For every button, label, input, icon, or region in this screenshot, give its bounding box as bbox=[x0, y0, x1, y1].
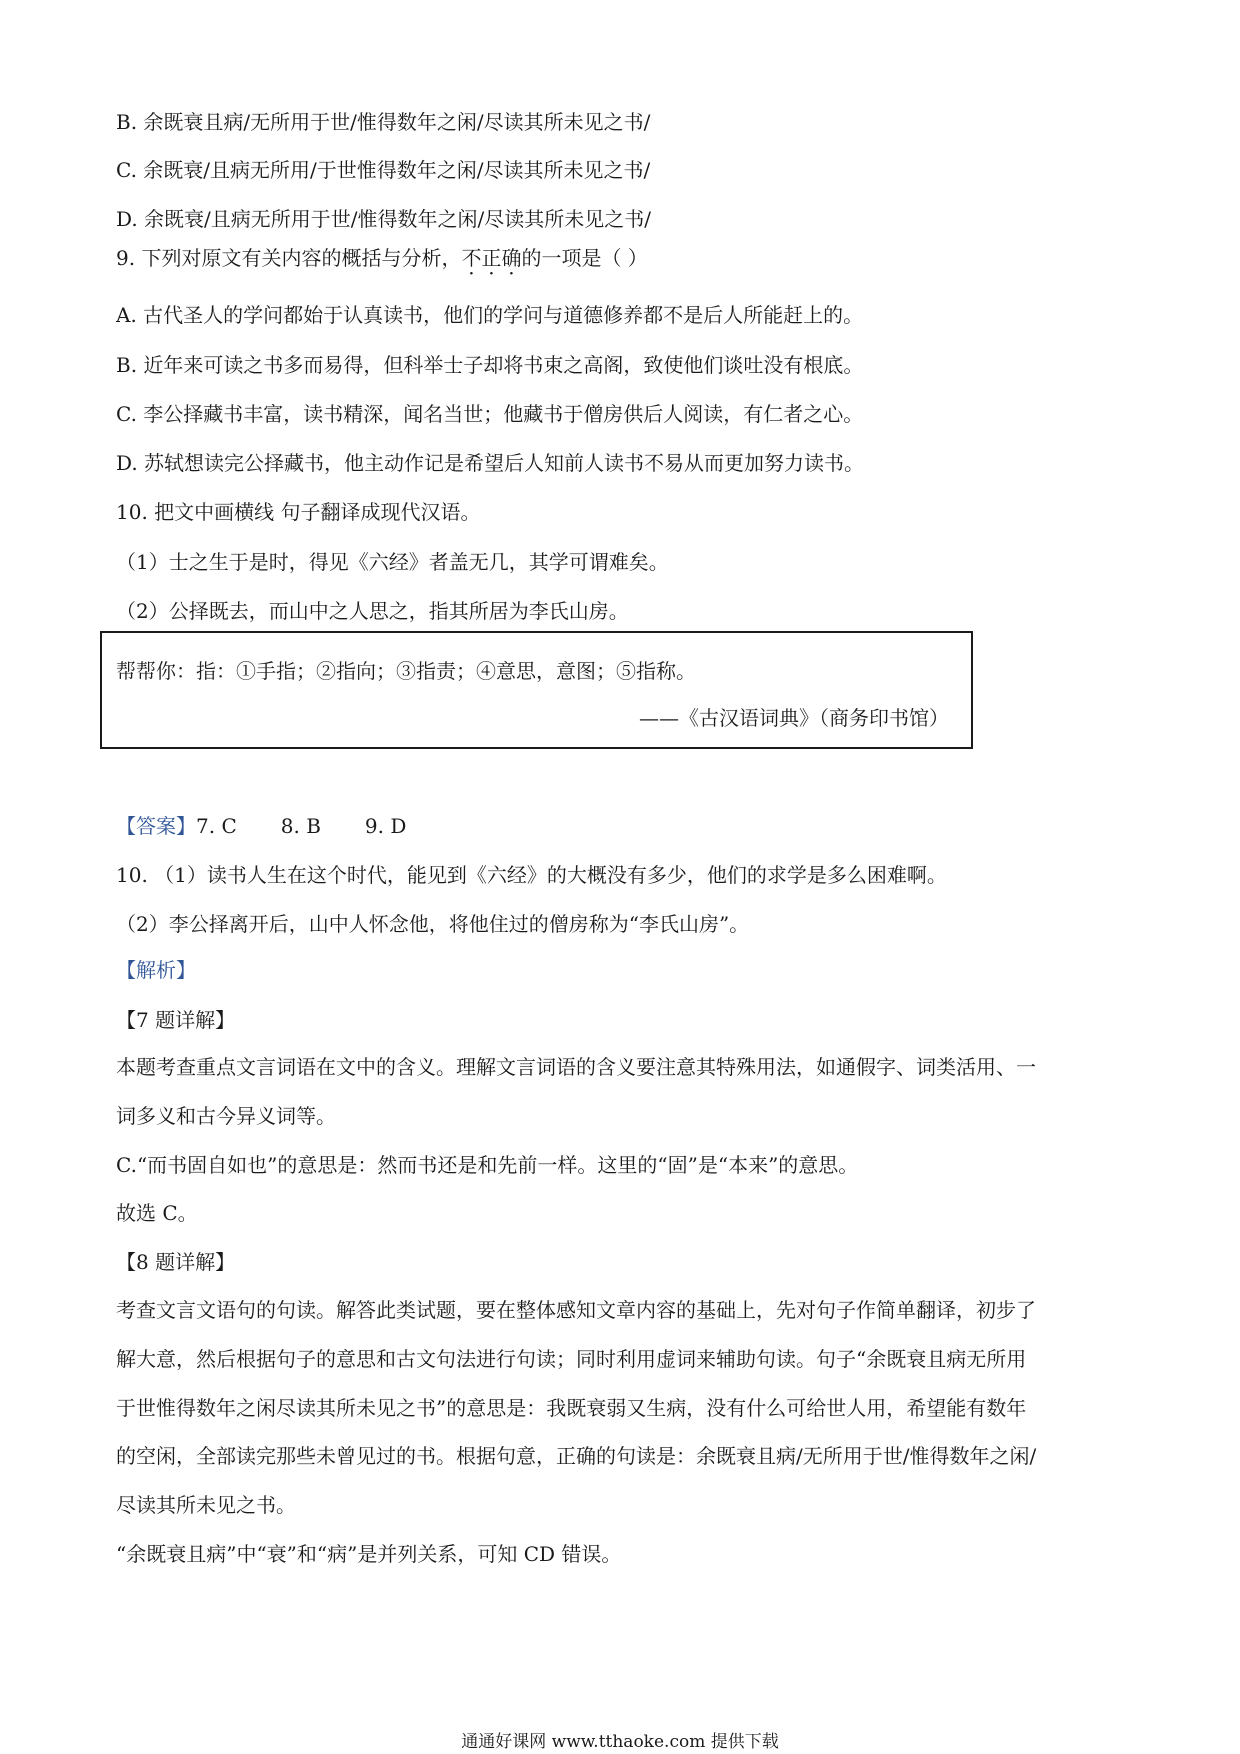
emph-char: 正 bbox=[481, 246, 502, 270]
analysis-paragraph: 考查文言文语句的句读。解答此类试题，要在整体感知文章内容的基础上，先对句子作简单翻译，初步了 bbox=[116, 1298, 1036, 1322]
analysis-paragraph: 于世惟得数年之闲尽读其所未见之书”的意思是：我既衰弱又生病，没有什么可给世人用，希望能有数年 bbox=[116, 1396, 1027, 1420]
analysis-paragraph: 解大意，然后根据句子的意思和古文句法进行句读；同时利用虚词来辅助句读。句子“余既衰且病无所用 bbox=[116, 1347, 1027, 1371]
answer-tag: 【答案】 bbox=[116, 814, 196, 838]
option-9b: B. 近年来可读之书多而易得，但科举士子却将书束之高阁，致使他们谈吐没有根底。 bbox=[116, 353, 864, 377]
question-10-sentence-2: （2）公择既去，而山中之人思之，指其所居为李氏山房。 bbox=[116, 599, 629, 623]
option-8d: D. 余既衰/且病无所用于世/惟得数年之闲/尽读其所未见之书/ bbox=[116, 207, 651, 231]
answer-line bbox=[116, 813, 406, 839]
hint-box bbox=[100, 631, 973, 749]
emph-char: 不 bbox=[461, 246, 482, 270]
emph-char: 确 bbox=[501, 246, 522, 270]
option-8b: B. 余既衰且病/无所用于世/惟得数年之闲/尽读其所未见之书/ bbox=[116, 110, 651, 134]
footer-credit: 通通好课网 www.tthaoke.com 提供下载 bbox=[461, 1732, 779, 1752]
answer-9: 9. D bbox=[364, 814, 407, 838]
analysis-paragraph: 尽读其所未见之书。 bbox=[116, 1493, 296, 1517]
option-9a: A. 古代圣人的学问都始于认真读书，他们的学问与道德修养都不是后人所能赶上的。 bbox=[116, 303, 864, 327]
q9-stem-post: 的一项是（ ） bbox=[521, 246, 648, 270]
heading-q7: 【7 题详解】 bbox=[116, 1008, 236, 1032]
answer-7: 7. C bbox=[196, 814, 237, 838]
analysis-paragraph: “余既衰且病”中“衰”和“病”是并列关系，可知 CD 错误。 bbox=[116, 1542, 622, 1566]
question-9-stem bbox=[116, 245, 648, 271]
option-9d: D. 苏轼想读完公择藏书，他主动作记是希望后人知前人读书不易从而更加努力读书。 bbox=[116, 451, 865, 475]
question-10-stem: 10. 把文中画横线 句子翻译成现代汉语。 bbox=[116, 500, 481, 524]
hint-source: ——《古汉语词典》（商务印书馆） bbox=[639, 706, 949, 730]
option-9c: C. 李公择藏书丰富，读书精深，闻名当世；他藏书于僧房供后人阅读，有仁者之心。 bbox=[116, 402, 864, 426]
heading-q8: 【8 题详解】 bbox=[116, 1250, 236, 1274]
question-10-sentence-1: （1）士之生于是时，得见《六经》者盖无几，其学可谓难矣。 bbox=[116, 550, 669, 574]
analysis-paragraph: 的空闲，全部读完那些未曾见过的书。根据句意，正确的句读是：余既衰且病/无所用于世/惟得数年之闲/ bbox=[116, 1444, 1037, 1468]
analysis-tag: 【解析】 bbox=[116, 958, 196, 982]
option-8c: C. 余既衰/且病无所用/于世惟得数年之闲/尽读其所未见之书/ bbox=[116, 158, 651, 182]
analysis-paragraph: 词多义和古今异义词等。 bbox=[116, 1104, 336, 1128]
q9-stem-pre: 9. 下列对原文有关内容的概括与分析， bbox=[116, 246, 462, 270]
analysis-paragraph: C.“而书固自如也”的意思是：然而书还是和先前一样。这里的“固”是“本来”的意思。 bbox=[116, 1153, 859, 1177]
analysis-paragraph: 本题考查重点文言词语在文中的含义。理解文言词语的含义要注意其特殊用法，如通假字、词类活用、一 bbox=[116, 1055, 1036, 1079]
answer-8: 8. B bbox=[280, 814, 321, 838]
answer-10-2: （2）李公择离开后，山中人怀念他，将他住过的僧房称为“李氏山房”。 bbox=[116, 912, 750, 936]
answer-10-1: 10. （1）读书人生在这个时代，能见到《六经》的大概没有多少，他们的求学是多么困难啊。 bbox=[116, 863, 947, 887]
analysis-paragraph: 故选 C。 bbox=[116, 1201, 198, 1225]
hint-line: 帮帮你：指：①手指；②指向；③指责；④意思，意图；⑤指称。 bbox=[116, 659, 696, 683]
